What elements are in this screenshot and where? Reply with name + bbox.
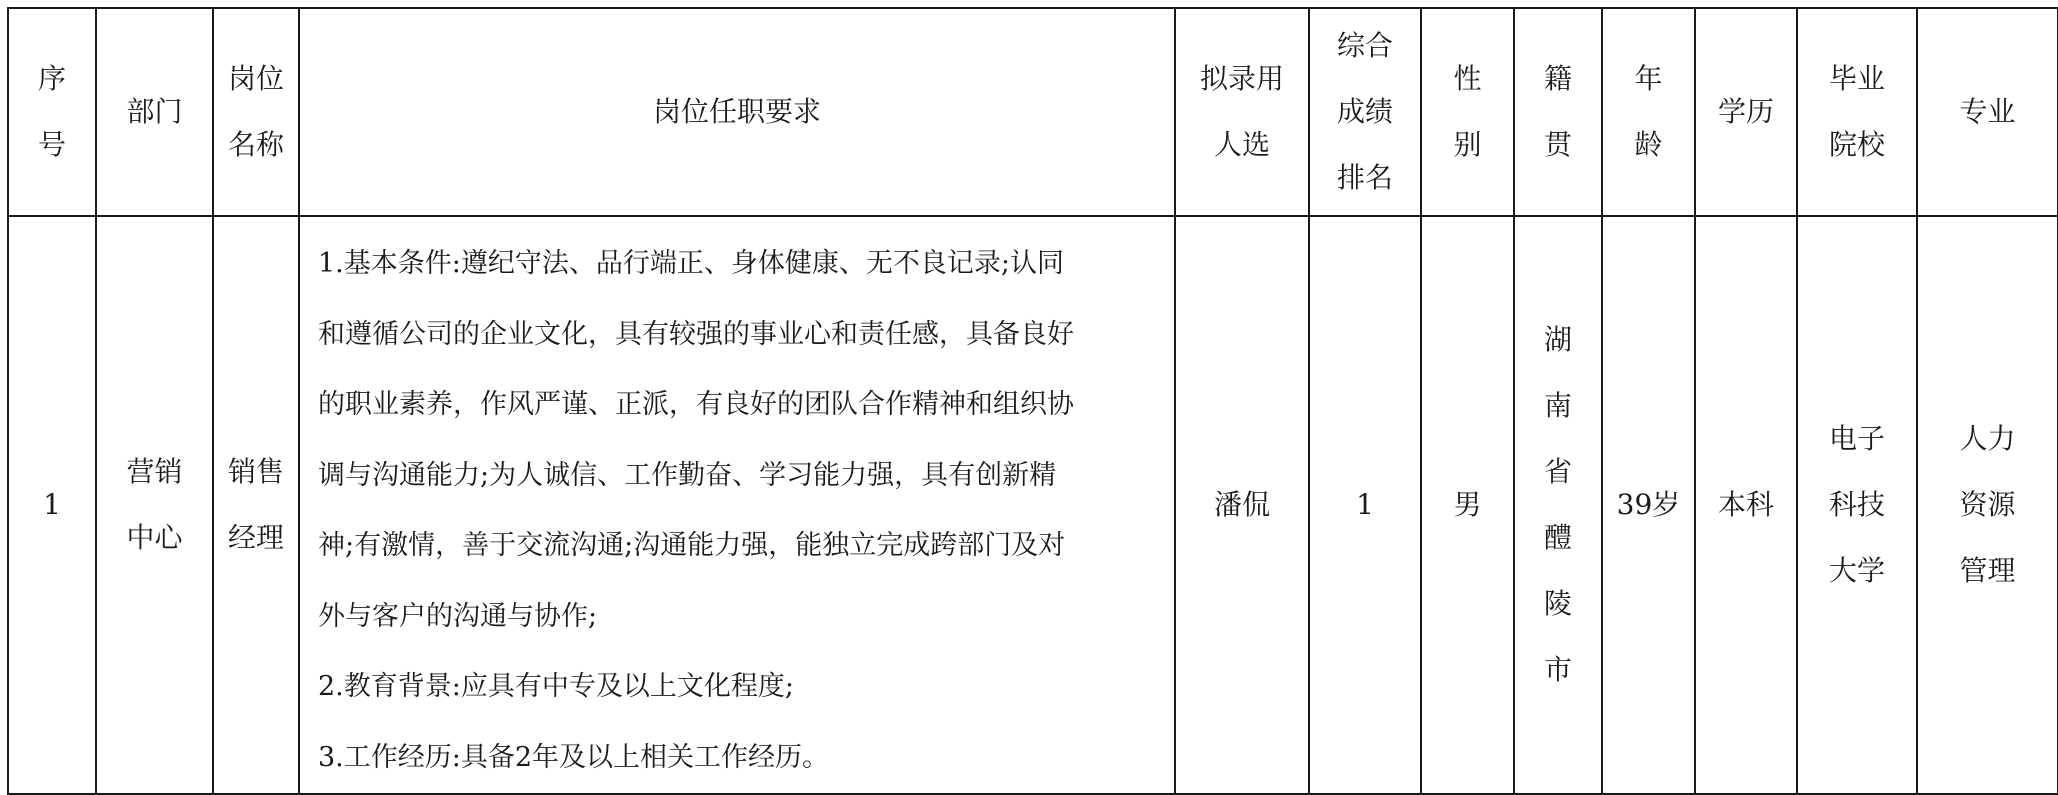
header-school: 毕业 院校	[1797, 8, 1917, 216]
header-candidate: 拟录用 人选	[1175, 8, 1309, 216]
cell-position: 销售 经理	[213, 216, 299, 794]
cell-rank: 1	[1309, 216, 1421, 794]
cell-education: 本科	[1695, 216, 1797, 794]
cell-origin: 湖 南 省 醴 陵 市	[1514, 216, 1602, 794]
cell-major: 人力 资源 管理	[1917, 216, 2058, 794]
cell-gender: 男	[1421, 216, 1514, 794]
header-major: 专业	[1917, 8, 2058, 216]
header-age: 年 龄	[1602, 8, 1695, 216]
header-dept: 部门	[96, 8, 213, 216]
cell-age: 39岁	[1602, 216, 1695, 794]
header-gender: 性 别	[1421, 8, 1514, 216]
requirement-line: 外与客户的沟通与协作;	[318, 600, 598, 632]
cell-seq: 1	[8, 216, 96, 794]
header-rank: 综合 成绩 排名	[1309, 8, 1421, 216]
header-row	[8, 8, 2058, 216]
cell-school: 电子 科技 大学	[1797, 216, 1917, 794]
header-education: 学历	[1695, 8, 1797, 216]
requirement-line: 1.基本条件:遵纪守法、品行端正、身体健康、无不良记录;认同	[318, 248, 1064, 279]
table-row	[8, 216, 2058, 794]
header-requirements: 岗位任职要求	[299, 8, 1175, 216]
header-position: 岗位 名称	[213, 8, 299, 216]
requirement-line: 和遵循公司的企业文化，具有较强的事业心和责任感，具备良好	[318, 318, 1074, 350]
requirement-line: 神;有激情，善于交流沟通;沟通能力强，能独立完成跨部门及对	[318, 530, 1066, 561]
requirement-line: 2.教育背景:应具有中专及以上文化程度;	[318, 671, 794, 702]
header-seq: 序 号	[8, 8, 96, 216]
cell-candidate: 潘侃	[1175, 216, 1309, 794]
requirement-line: 的职业素养，作风严谨、正派，有良好的团队合作精神和组织协	[318, 389, 1074, 420]
cell-dept: 营销 中心	[96, 216, 213, 794]
requirement-line: 调与沟通能力;为人诚信、工作勤奋、学习能力强，具有创新精	[318, 459, 1057, 491]
header-origin: 籍 贯	[1514, 8, 1602, 216]
cell-requirements	[299, 216, 1175, 794]
requirement-line: 3.工作经历:具备2年及以上相关工作经历。	[318, 741, 830, 773]
recruitment-table	[7, 7, 2058, 795]
